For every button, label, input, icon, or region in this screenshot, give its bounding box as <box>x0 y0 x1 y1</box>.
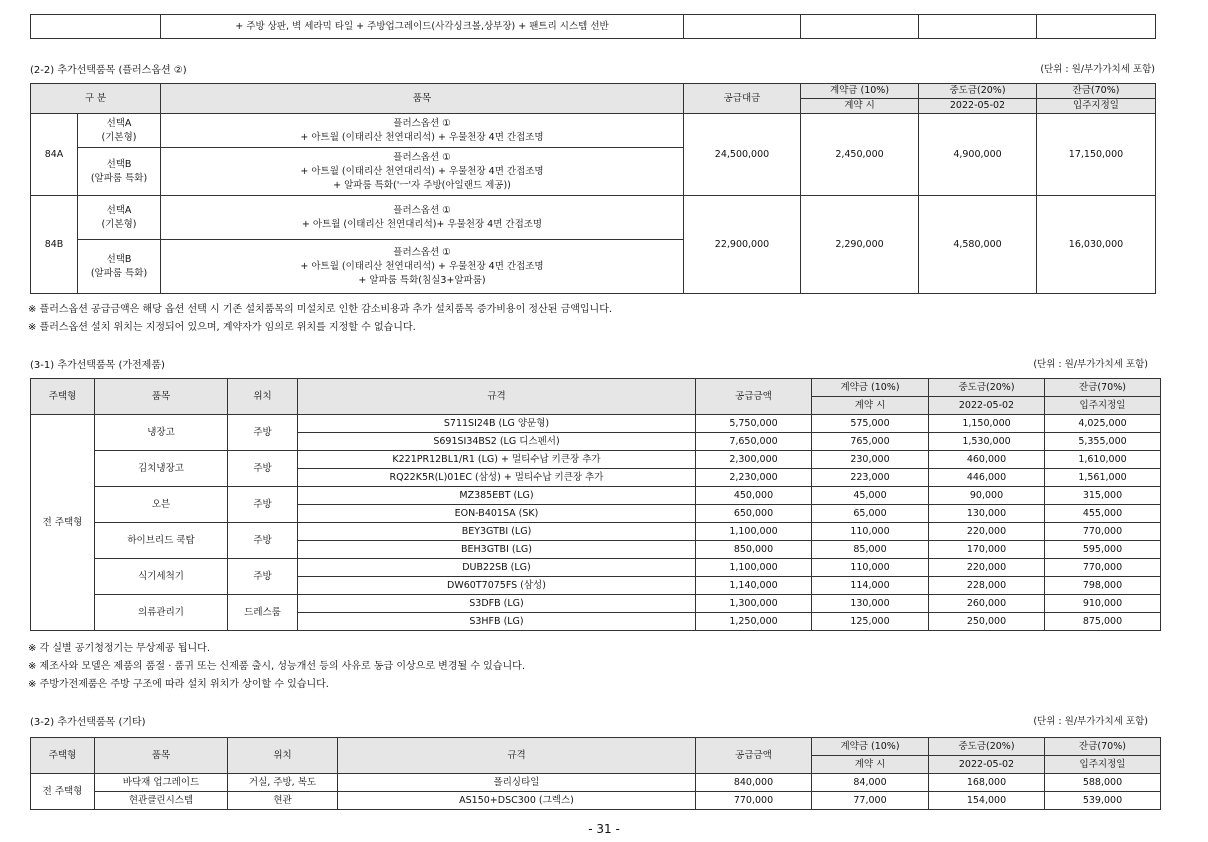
header-type: 주택형 <box>31 738 95 774</box>
top-cell-empty <box>801 15 919 39</box>
balance: 4,025,000 <box>1045 415 1161 433</box>
spec: BEH3GTBI (LG) <box>298 541 696 559</box>
item-location: 주방 <box>228 523 298 559</box>
price: 24,500,000 <box>684 114 801 196</box>
all-types: 전 주택형 <box>31 774 95 810</box>
header-contract: 계약금 (10%) <box>812 379 929 397</box>
header-balance: 잔금(70%) <box>1045 379 1161 397</box>
table-row <box>31 114 1156 148</box>
price: 1,100,000 <box>696 559 812 577</box>
header-spec: 규격 <box>338 738 696 774</box>
middle: 250,000 <box>929 613 1045 631</box>
top-cell-empty <box>31 15 161 39</box>
header-item: 품목 <box>161 84 684 114</box>
header-middle: 중도금(20%) <box>929 738 1045 756</box>
balance: 910,000 <box>1045 595 1161 613</box>
note: ※ 각 실별 공기청정기는 무상제공 됩니다. <box>28 643 211 654</box>
header-balance: 잔금(70%) <box>1045 738 1161 756</box>
item-name: 의류관리기 <box>95 595 228 631</box>
balance: 798,000 <box>1045 577 1161 595</box>
unit-type: 84A <box>31 114 78 196</box>
price: 2,230,000 <box>696 469 812 487</box>
top-option-text: + 주방 상판, 벽 세라믹 타일 + 주방업그레이드(사각싱크볼,상부장) + 팬트리 시스템 선반 <box>161 15 684 39</box>
item-name: 하이브리드 쿡탑 <box>95 523 228 559</box>
balance: 16,030,000 <box>1037 196 1156 294</box>
header-middle: 중도금(20%) <box>919 84 1037 99</box>
item-name: 식기세척기 <box>95 559 228 595</box>
spec: BEY3GTBI (LG) <box>298 523 696 541</box>
header-middle-sub: 2022-05-02 <box>929 397 1045 415</box>
contract: 575,000 <box>812 415 929 433</box>
contract: 130,000 <box>812 595 929 613</box>
header-middle: 중도금(20%) <box>929 379 1045 397</box>
price: 650,000 <box>696 505 812 523</box>
middle: 90,000 <box>929 487 1045 505</box>
top-cell-empty <box>1037 15 1156 39</box>
contract: 110,000 <box>812 523 929 541</box>
header-balance-sub: 입주지정일 <box>1037 99 1156 114</box>
note: ※ 제조사와 모델은 제품의 품절 · 품귀 또는 신제품 출시, 성능개선 등의 사유로 동급 이상으로 변경될 수 있습니다. <box>28 661 525 672</box>
item-name: 냉장고 <box>95 415 228 451</box>
item-location: 거실, 주방, 복도 <box>228 774 338 792</box>
header-balance-sub: 입주지정일 <box>1045 397 1161 415</box>
option-desc: 플러스옵션 ① + 아트월 (이태리산 천연대리석) + 우물천장 4면 간접조명 + 알파룸 특화('ㅡ'자 주방(아일랜드 제공)) <box>161 148 684 196</box>
middle: 154,000 <box>929 792 1045 810</box>
header-gubun: 구 분 <box>31 84 161 114</box>
header-contract-sub: 계약 시 <box>812 397 929 415</box>
middle: 260,000 <box>929 595 1045 613</box>
section-22-unit: (단위 : 원/부가가치세 포함) <box>1040 64 1155 75</box>
price: 5,750,000 <box>696 415 812 433</box>
item-location: 주방 <box>228 487 298 523</box>
balance: 539,000 <box>1045 792 1161 810</box>
item-name: 바닥재 업그레이드 <box>95 774 228 792</box>
header-balance-sub: 입주지정일 <box>1045 756 1161 774</box>
item-name: 김치냉장고 <box>95 451 228 487</box>
spec: S711SI24B (LG 양문형) <box>298 415 696 433</box>
balance: 875,000 <box>1045 613 1161 631</box>
header-middle-sub: 2022-05-02 <box>919 99 1037 114</box>
all-types: 전 주택형 <box>31 415 95 631</box>
balance: 588,000 <box>1045 774 1161 792</box>
header-contract: 계약금 (10%) <box>801 84 919 99</box>
middle: 130,000 <box>929 505 1045 523</box>
spec: RQ22K5R(L)01EC (삼성) + 멀티수납 키큰장 추가 <box>298 469 696 487</box>
plus-option-table <box>30 83 1156 294</box>
spec: 폴리싱타일 <box>338 774 696 792</box>
price: 840,000 <box>696 774 812 792</box>
contract: 45,000 <box>812 487 929 505</box>
item-location: 주방 <box>228 559 298 595</box>
table-row <box>31 451 1161 469</box>
header-middle-sub: 2022-05-02 <box>929 756 1045 774</box>
price: 1,140,000 <box>696 577 812 595</box>
contract: 2,290,000 <box>801 196 919 294</box>
balance: 455,000 <box>1045 505 1161 523</box>
price: 1,250,000 <box>696 613 812 631</box>
item-name: 현관클린시스템 <box>95 792 228 810</box>
section-22-title: (2-2) 추가선택품목 (플러스옵션 ②) <box>30 65 187 76</box>
contract: 125,000 <box>812 613 929 631</box>
price: 22,900,000 <box>684 196 801 294</box>
item-location: 주방 <box>228 451 298 487</box>
spec: S3DFB (LG) <box>298 595 696 613</box>
balance: 1,610,000 <box>1045 451 1161 469</box>
contract: 114,000 <box>812 577 929 595</box>
middle: 220,000 <box>929 559 1045 577</box>
price: 450,000 <box>696 487 812 505</box>
spec: K221PR12BL1/R1 (LG) + 멀티수납 키큰장 추가 <box>298 451 696 469</box>
middle: 1,530,000 <box>929 433 1045 451</box>
middle: 460,000 <box>929 451 1045 469</box>
top-cell-empty <box>919 15 1037 39</box>
header-location: 위치 <box>228 379 298 415</box>
balance: 595,000 <box>1045 541 1161 559</box>
header-price: 공급대금 <box>684 84 801 114</box>
middle: 168,000 <box>929 774 1045 792</box>
table-row <box>31 774 1161 792</box>
middle: 446,000 <box>929 469 1045 487</box>
option-desc: 플러스옵션 ① + 아트월 (이태리산 천연대리석) + 우물천장 4면 간접조명 + 알파룸 특화(침실3+알파룸) <box>161 240 684 294</box>
option-name: 선택A (기본형) <box>78 114 161 148</box>
middle: 220,000 <box>929 523 1045 541</box>
table-row <box>31 523 1161 541</box>
section-31-title: (3-1) 추가선택품목 (가전제품) <box>30 360 165 371</box>
table-row <box>31 487 1161 505</box>
header-item: 품목 <box>95 738 228 774</box>
top-partial-table <box>30 14 1156 39</box>
middle: 4,580,000 <box>919 196 1037 294</box>
price: 770,000 <box>696 792 812 810</box>
page-number: - 31 - <box>588 822 620 836</box>
option-desc: 플러스옵션 ① + 아트월 (이태리산 천연대리석) + 우물천장 4면 간접조명 <box>161 114 684 148</box>
contract: 230,000 <box>812 451 929 469</box>
balance: 770,000 <box>1045 559 1161 577</box>
balance: 17,150,000 <box>1037 114 1156 196</box>
unit-type: 84B <box>31 196 78 294</box>
contract: 77,000 <box>812 792 929 810</box>
table-row <box>31 415 1161 433</box>
option-name: 선택A (기본형) <box>78 196 161 240</box>
spec: S3HFB (LG) <box>298 613 696 631</box>
middle: 170,000 <box>929 541 1045 559</box>
note: ※ 플러스옵션 공급금액은 해당 옵션 선택 시 기존 설치품목의 미설치로 인한 감소비용과 추가 설치품목 증가비용이 정산된 금액입니다. <box>28 304 613 315</box>
spec: AS150+DSC300 (그렉스) <box>338 792 696 810</box>
header-price: 공급금액 <box>696 738 812 774</box>
contract: 2,450,000 <box>801 114 919 196</box>
appliance-table <box>30 378 1161 631</box>
option-name: 선택B (알파룸 특화) <box>78 240 161 294</box>
header-location: 위치 <box>228 738 338 774</box>
spec: MZ385EBT (LG) <box>298 487 696 505</box>
table-row <box>31 792 1161 810</box>
etc-option-table <box>30 737 1161 810</box>
balance: 315,000 <box>1045 487 1161 505</box>
header-item: 품목 <box>95 379 228 415</box>
contract: 110,000 <box>812 559 929 577</box>
header-contract-sub: 계약 시 <box>812 756 929 774</box>
item-name: 오븐 <box>95 487 228 523</box>
balance: 1,561,000 <box>1045 469 1161 487</box>
section-32-unit: (단위 : 원/부가가치세 포함) <box>1033 716 1148 727</box>
contract: 84,000 <box>812 774 929 792</box>
price: 1,300,000 <box>696 595 812 613</box>
item-location: 현관 <box>228 792 338 810</box>
header-contract-sub: 계약 시 <box>801 99 919 114</box>
price: 850,000 <box>696 541 812 559</box>
contract: 85,000 <box>812 541 929 559</box>
top-cell-empty <box>684 15 801 39</box>
middle: 228,000 <box>929 577 1045 595</box>
header-price: 공급금액 <box>696 379 812 415</box>
spec: DW60T7075FS (삼성) <box>298 577 696 595</box>
note: ※ 주방가전제품은 주방 구조에 따라 설치 위치가 상이할 수 있습니다. <box>28 679 329 690</box>
header-spec: 규격 <box>298 379 696 415</box>
header-contract: 계약금 (10%) <box>812 738 929 756</box>
price: 7,650,000 <box>696 433 812 451</box>
balance: 5,355,000 <box>1045 433 1161 451</box>
table-row <box>31 196 1156 240</box>
balance: 770,000 <box>1045 523 1161 541</box>
middle: 4,900,000 <box>919 114 1037 196</box>
table-row <box>31 595 1161 613</box>
section-32-title: (3-2) 추가선택품목 (기타) <box>30 717 146 728</box>
spec: S691SI34BS2 (LG 디스펜서) <box>298 433 696 451</box>
spec: DUB22SB (LG) <box>298 559 696 577</box>
table-row <box>31 559 1161 577</box>
note: ※ 플러스옵션 설치 위치는 지정되어 있으며, 계약자가 임의로 위치를 지정할 수 없습니다. <box>28 322 416 333</box>
header-type: 주택형 <box>31 379 95 415</box>
middle: 1,150,000 <box>929 415 1045 433</box>
option-desc: 플러스옵션 ① + 아트월 (이태리산 천연대리석)+ 우물천장 4면 간접조명 <box>161 196 684 240</box>
price: 1,100,000 <box>696 523 812 541</box>
header-balance: 잔금(70%) <box>1037 84 1156 99</box>
option-name: 선택B (알파룸 특화) <box>78 148 161 196</box>
contract: 65,000 <box>812 505 929 523</box>
spec: EON-B401SA (SK) <box>298 505 696 523</box>
contract: 765,000 <box>812 433 929 451</box>
section-31-unit: (단위 : 원/부가가치세 포함) <box>1033 359 1148 370</box>
contract: 223,000 <box>812 469 929 487</box>
item-location: 드레스룸 <box>228 595 298 631</box>
price: 2,300,000 <box>696 451 812 469</box>
item-location: 주방 <box>228 415 298 451</box>
